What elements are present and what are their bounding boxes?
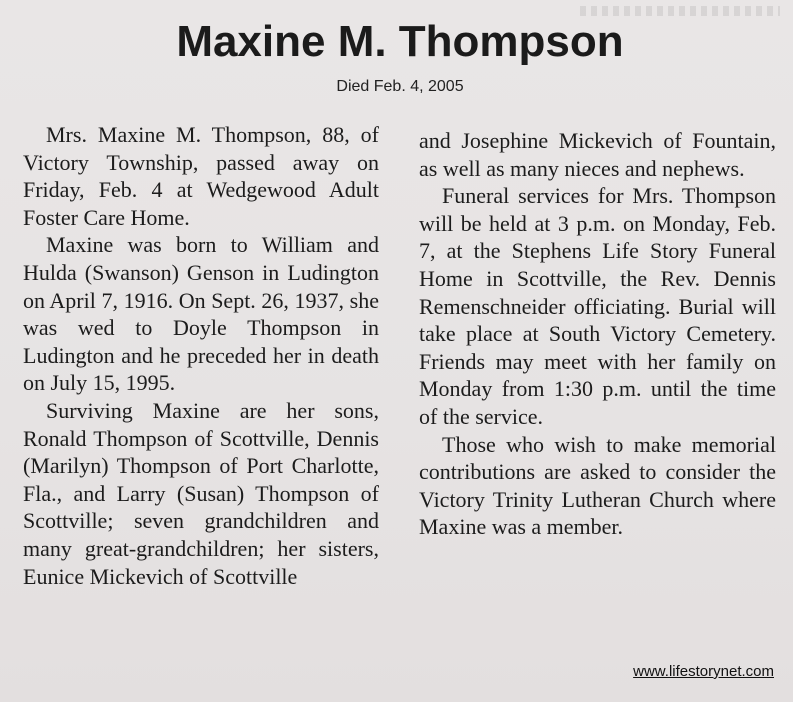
paragraph-funeral-services: Funeral services for Mrs. Thompson will be held at 3 p.m. on Monday, Feb. 7, at the Stephens Life Story Funeral Home in Scottville, the Rev. Dennis Remenschneider officiating. Burial will take place at South Victory Cemetery. Friends may meet with her family on Monday from 1:30 p.m. until the time of the service. (419, 183, 776, 429)
paragraph-announcement: Mrs. Maxine M. Thompson, 88, of Victory Township, passed away on Friday, Feb. 4 at Wedgewood Adult Foster Care Home. (23, 122, 379, 230)
paragraph-survivors-continued: and Josephine Mickevich of Fountain, as well as many nieces and nephews. (419, 128, 776, 181)
left-column (23, 121, 379, 590)
paragraph-memorial: Those who wish to make memorial contributions are asked to consider the Victory Trinity Lutheran Church where Maxine was a member. (419, 431, 776, 540)
obituary-title: Maxine M. Thompson (176, 17, 624, 66)
website-link[interactable]: www.lifestorynet.com (633, 663, 774, 680)
right-column (419, 127, 776, 541)
paragraph-biography: Maxine was born to William and Hulda (Swanson) Genson in Ludington on April 7, 1916. On Sept. 26, 1937, she was wed to Doyle Thompson in Ludington and he preceded her in death on July 15, 1995. (23, 232, 379, 396)
paragraph-survivors: Surviving Maxine are her sons, Ronald Thompson of Scottville, Dennis (Marilyn) Thompson of Port Charlotte, Fla., and Larry (Susan) Thompson of Scottville; seven grandchildren and many great-grandchildren; her sisters, Eunice Mickevich of Scottville (23, 397, 379, 589)
death-date: Died Feb. 4, 2005 (336, 78, 464, 95)
